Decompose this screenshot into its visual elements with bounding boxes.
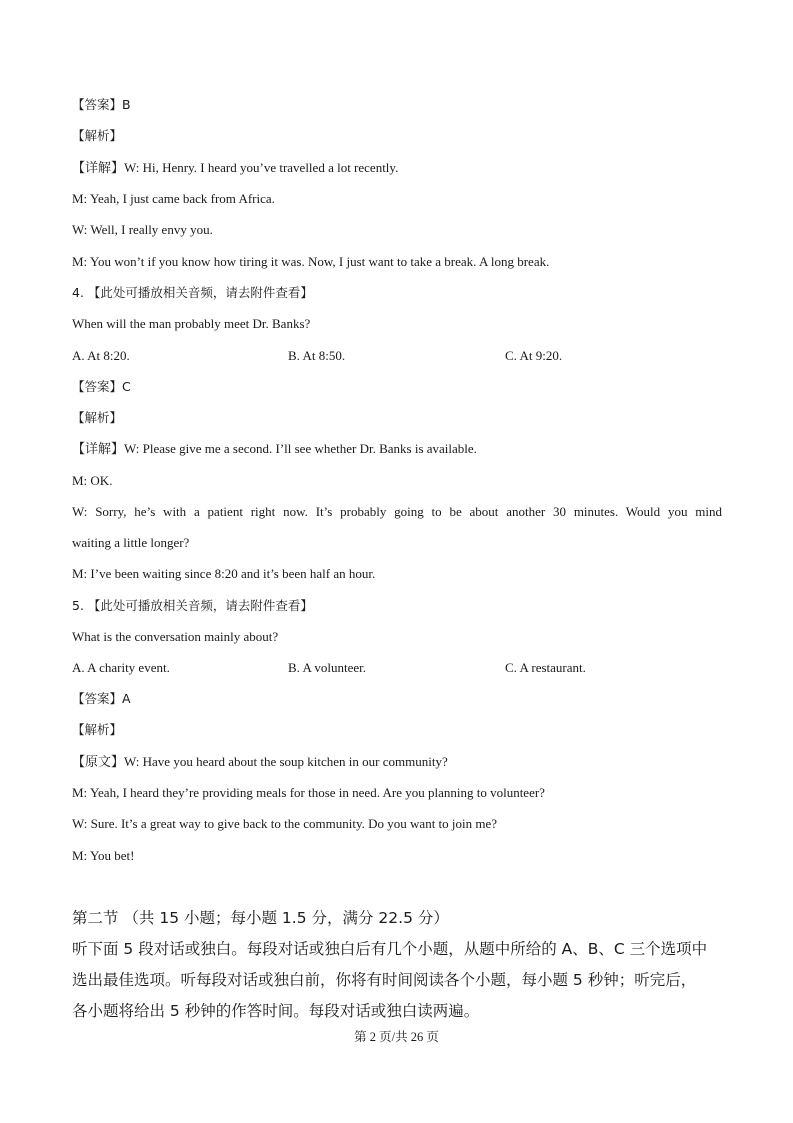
q3-line-2: W: Well, I really envy you. [72, 222, 213, 237]
q5-option-c: C. A restaurant. [505, 660, 586, 675]
section-instruction-3: 各小题将给出 5 秒钟的作答时间。每段对话或独白读两遍。 [72, 1002, 480, 1020]
q5-header: 5. 【此处可播放相关音频，请去附件查看】 [72, 598, 313, 613]
q5-line-3: M: You bet! [72, 848, 135, 863]
q5-line-2: W: Sure. It’s a great way to give back to the community. Do you want to join me? [72, 816, 498, 831]
q3-answer: 【答案】B [72, 97, 131, 112]
section-instruction-2: 选出最佳选项。听每段对话或独白前，你将有时间阅读各个小题，每小题 5 秒钟；听完后， [72, 971, 697, 989]
q4-line-1: M: OK. [72, 473, 113, 488]
q4-line-3: M: I’ve been waiting since 8:20 and it’s been half an hour. [72, 566, 376, 581]
q4-line-2b: waiting a little longer? [72, 535, 190, 550]
q4-line-2a: W: Sorry, he’s with a patient right now. It’s probably going to be about another 30 minutes. Would you mind [72, 504, 722, 519]
q4-option-a: A. At 8:20. [72, 348, 130, 363]
q3-analysis: 【解析】 [72, 128, 123, 143]
q5-option-b: B. A volunteer. [288, 660, 366, 675]
q3-line-1: M: Yeah, I just came back from Africa. [72, 191, 275, 206]
q5-answer: 【答案】A [72, 691, 131, 706]
q4-analysis: 【解析】 [72, 410, 123, 425]
page-number: 第 2 页/共 26 页 [354, 1030, 439, 1044]
q3-line-3: M: You won’t if you know how tiring it was. Now, I just want to take a break. A long break. [72, 254, 550, 269]
q4-detail: 【详解】W: Please give me a second. I’ll see whether Dr. Banks is available. [72, 441, 477, 456]
q4-option-b: B. At 8:50. [288, 348, 346, 363]
q5-analysis: 【解析】 [72, 722, 123, 737]
q3-detail: 【详解】W: Hi, Henry. I heard you’ve travelled a lot recently. [72, 160, 399, 175]
q5-option-a: A. A charity event. [72, 660, 170, 675]
q5-original: 【原文】W: Have you heard about the soup kitchen in our community? [72, 754, 448, 769]
q4-option-c: C. At 9:20. [505, 348, 563, 363]
q4-answer: 【答案】C [72, 379, 131, 394]
q5-question: What is the conversation mainly about? [72, 629, 279, 644]
section-title: 第二节 （共 15 小题；每小题 1.5 分，满分 22.5 分） [72, 909, 449, 927]
q4-header: 4. 【此处可播放相关音频，请去附件查看】 [72, 285, 313, 300]
q4-question: When will the man probably meet Dr. Banks? [72, 316, 311, 331]
section-instruction-1: 听下面 5 段对话或独白。每段对话或独白后有几个小题，从题中所给的 A、B、C 三个选项中 [72, 940, 708, 958]
q5-line-1: M: Yeah, I heard they’re providing meals for those in need. Are you planning to volunteer? [72, 785, 545, 800]
